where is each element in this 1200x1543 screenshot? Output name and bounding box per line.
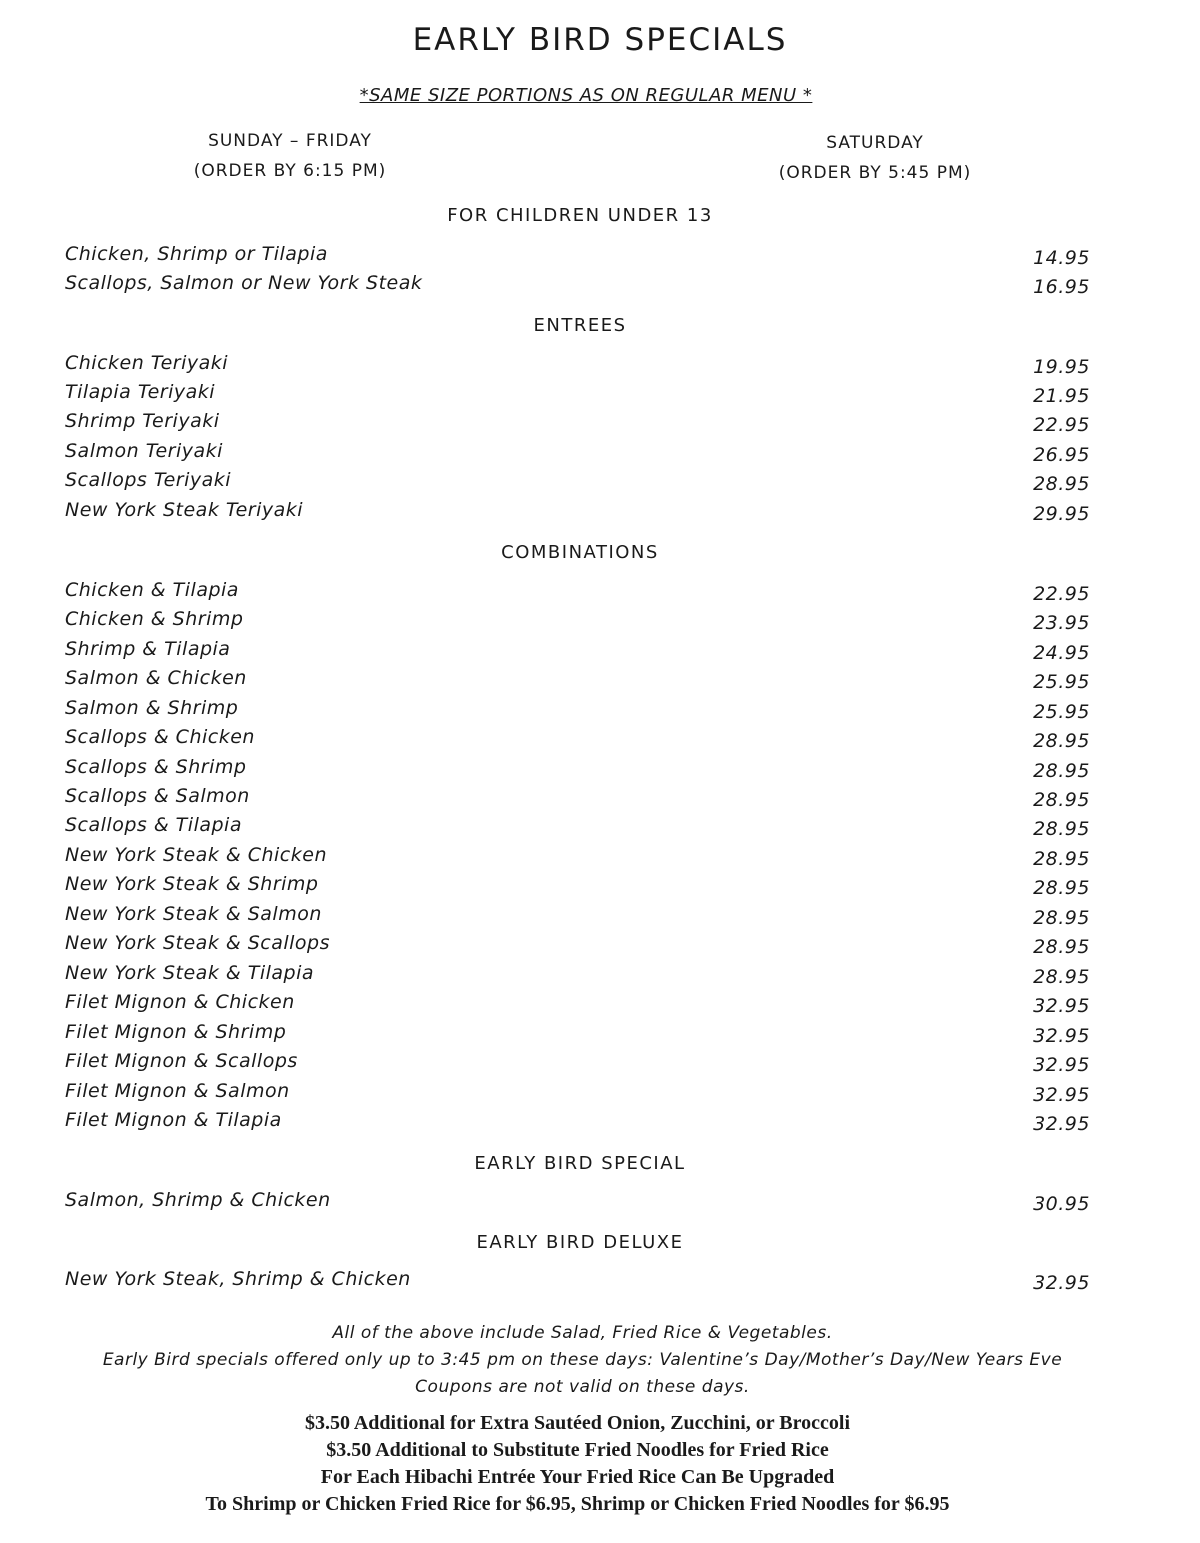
weekday-days: SUNDAY – FRIDAY bbox=[208, 131, 372, 151]
saturday-days: SATURDAY bbox=[826, 133, 924, 153]
item-price: 19.95 bbox=[1033, 356, 1090, 378]
item-price: 23.95 bbox=[1033, 612, 1090, 634]
item-price: 28.95 bbox=[1033, 730, 1090, 752]
item-name: New York Steak & Chicken bbox=[65, 844, 327, 866]
item-price: 24.95 bbox=[1033, 642, 1090, 664]
item-price: 28.95 bbox=[1033, 877, 1090, 899]
item-name: Scallops, Salmon or New York Steak bbox=[65, 272, 423, 294]
item-price: 32.95 bbox=[1033, 1025, 1090, 1047]
saturday-schedule bbox=[740, 128, 1010, 188]
rice-upgrade-prices-line: To Shrimp or Chicken Fried Rice for $6.95, Shrimp or Chicken Fried Noodles for $6.95 bbox=[205, 1493, 950, 1515]
menu-title: EARLY BIRD SPECIALS bbox=[412, 22, 788, 58]
menu-item bbox=[65, 1268, 1090, 1297]
item-price: 28.95 bbox=[1033, 760, 1090, 782]
section-heading-early-bird-special: EARLY BIRD SPECIAL bbox=[474, 1153, 686, 1174]
item-name: Salmon Teriyaki bbox=[65, 440, 223, 462]
item-name: Filet Mignon & Chicken bbox=[65, 991, 295, 1013]
menu-item bbox=[65, 243, 1090, 272]
item-price: 16.95 bbox=[1033, 276, 1090, 298]
item-price: 32.95 bbox=[1033, 1084, 1090, 1106]
menu-item bbox=[65, 381, 1090, 410]
item-price: 32.95 bbox=[1033, 995, 1090, 1017]
item-price: 28.95 bbox=[1033, 789, 1090, 811]
coupons-note: Coupons are not valid on these days. bbox=[415, 1377, 750, 1397]
item-name: Filet Mignon & Tilapia bbox=[65, 1109, 282, 1131]
item-name: Filet Mignon & Scallops bbox=[65, 1050, 298, 1072]
holiday-note: Early Bird specials offered only up to 3:45 pm on these days: Valentine’s Day/Mother’s Day/New Years Eve bbox=[102, 1350, 1063, 1370]
menu-item bbox=[65, 1109, 1090, 1138]
item-price: 32.95 bbox=[1033, 1054, 1090, 1076]
item-price: 29.95 bbox=[1033, 503, 1090, 525]
menu-notes bbox=[0, 1320, 1165, 1401]
item-price: 14.95 bbox=[1033, 247, 1090, 269]
item-name: New York Steak, Shrimp & Chicken bbox=[65, 1268, 411, 1290]
menu-item bbox=[65, 608, 1090, 637]
item-name: New York Steak & Scallops bbox=[65, 932, 331, 954]
section-heading-children: FOR CHILDREN UNDER 13 bbox=[447, 205, 713, 226]
portions-note: *SAME SIZE PORTIONS AS ON REGULAR MENU * bbox=[359, 85, 813, 106]
item-name: Scallops Teriyaki bbox=[65, 469, 232, 491]
noodle-substitute-line: $3.50 Additional to Substitute Fried Noodles for Fried Rice bbox=[326, 1439, 829, 1461]
item-name: Salmon, Shrimp & Chicken bbox=[65, 1189, 331, 1211]
item-price: 28.95 bbox=[1033, 848, 1090, 870]
menu-item bbox=[65, 352, 1090, 381]
menu-item bbox=[65, 697, 1090, 726]
menu-item bbox=[65, 667, 1090, 696]
item-price: 28.95 bbox=[1033, 936, 1090, 958]
menu-item bbox=[65, 756, 1090, 785]
menu-item bbox=[65, 962, 1090, 991]
section-heading-combinations: COMBINATIONS bbox=[501, 542, 659, 563]
item-name: Chicken & Tilapia bbox=[65, 579, 239, 601]
item-name: Shrimp & Tilapia bbox=[65, 638, 231, 660]
item-name: New York Steak & Salmon bbox=[65, 903, 322, 925]
weekday-order-time: (ORDER BY 6:15 PM) bbox=[193, 161, 387, 181]
menu-item bbox=[65, 726, 1090, 755]
item-price: 22.95 bbox=[1033, 414, 1090, 436]
menu-item bbox=[65, 873, 1090, 902]
item-price: 25.95 bbox=[1033, 701, 1090, 723]
menu-item bbox=[65, 991, 1090, 1020]
item-name: New York Steak & Shrimp bbox=[65, 873, 319, 895]
menu-item bbox=[65, 440, 1090, 469]
section-heading-entrees: ENTREES bbox=[533, 315, 627, 336]
item-price: 28.95 bbox=[1033, 907, 1090, 929]
menu-item bbox=[65, 1080, 1090, 1109]
saturday-order-time: (ORDER BY 5:45 PM) bbox=[778, 163, 972, 183]
extras-pricing bbox=[0, 1410, 1155, 1518]
item-name: New York Steak & Tilapia bbox=[65, 962, 315, 984]
item-price: 32.95 bbox=[1033, 1113, 1090, 1135]
extra-vegetables-line: $3.50 Additional for Extra Sautéed Onion, Zucchini, or Broccoli bbox=[304, 1412, 851, 1434]
item-name: Tilapia Teriyaki bbox=[65, 381, 216, 403]
menu-item bbox=[65, 903, 1090, 932]
item-price: 25.95 bbox=[1033, 671, 1090, 693]
rice-upgrade-line: For Each Hibachi Entrée Your Fried Rice Can Be Upgraded bbox=[320, 1466, 835, 1488]
menu-item bbox=[65, 579, 1090, 608]
item-price: 28.95 bbox=[1033, 966, 1090, 988]
item-name: Shrimp Teriyaki bbox=[65, 410, 220, 432]
item-price: 26.95 bbox=[1033, 444, 1090, 466]
menu-item bbox=[65, 844, 1090, 873]
item-name: Salmon & Chicken bbox=[65, 667, 247, 689]
menu-item bbox=[65, 469, 1090, 498]
item-name: Scallops & Salmon bbox=[65, 785, 250, 807]
item-price: 21.95 bbox=[1033, 385, 1090, 407]
item-price: 28.95 bbox=[1033, 473, 1090, 495]
item-name: Scallops & Tilapia bbox=[65, 814, 242, 836]
menu-item bbox=[65, 1021, 1090, 1050]
menu-item bbox=[65, 272, 1090, 301]
menu-item bbox=[65, 1050, 1090, 1079]
item-name: Chicken & Shrimp bbox=[65, 608, 244, 630]
item-name: Chicken, Shrimp or Tilapia bbox=[65, 243, 328, 265]
menu-item bbox=[65, 638, 1090, 667]
menu-item bbox=[65, 814, 1090, 843]
menu-item bbox=[65, 410, 1090, 439]
menu-item bbox=[65, 1189, 1090, 1218]
item-name: Salmon & Shrimp bbox=[65, 697, 239, 719]
item-price: 32.95 bbox=[1033, 1272, 1090, 1294]
menu-item bbox=[65, 499, 1090, 528]
item-price: 30.95 bbox=[1033, 1193, 1090, 1215]
includes-note: All of the above include Salad, Fried Rice & Vegetables. bbox=[332, 1323, 833, 1343]
menu-item bbox=[65, 932, 1090, 961]
weekday-schedule bbox=[130, 126, 450, 186]
item-price: 22.95 bbox=[1033, 583, 1090, 605]
item-name: Chicken Teriyaki bbox=[65, 352, 229, 374]
section-heading-early-bird-deluxe: EARLY BIRD DELUXE bbox=[476, 1232, 684, 1253]
item-name: New York Steak Teriyaki bbox=[65, 499, 304, 521]
item-name: Scallops & Shrimp bbox=[65, 756, 247, 778]
menu-item bbox=[65, 785, 1090, 814]
item-name: Filet Mignon & Shrimp bbox=[65, 1021, 287, 1043]
item-price: 28.95 bbox=[1033, 818, 1090, 840]
item-name: Scallops & Chicken bbox=[65, 726, 255, 748]
item-name: Filet Mignon & Salmon bbox=[65, 1080, 290, 1102]
